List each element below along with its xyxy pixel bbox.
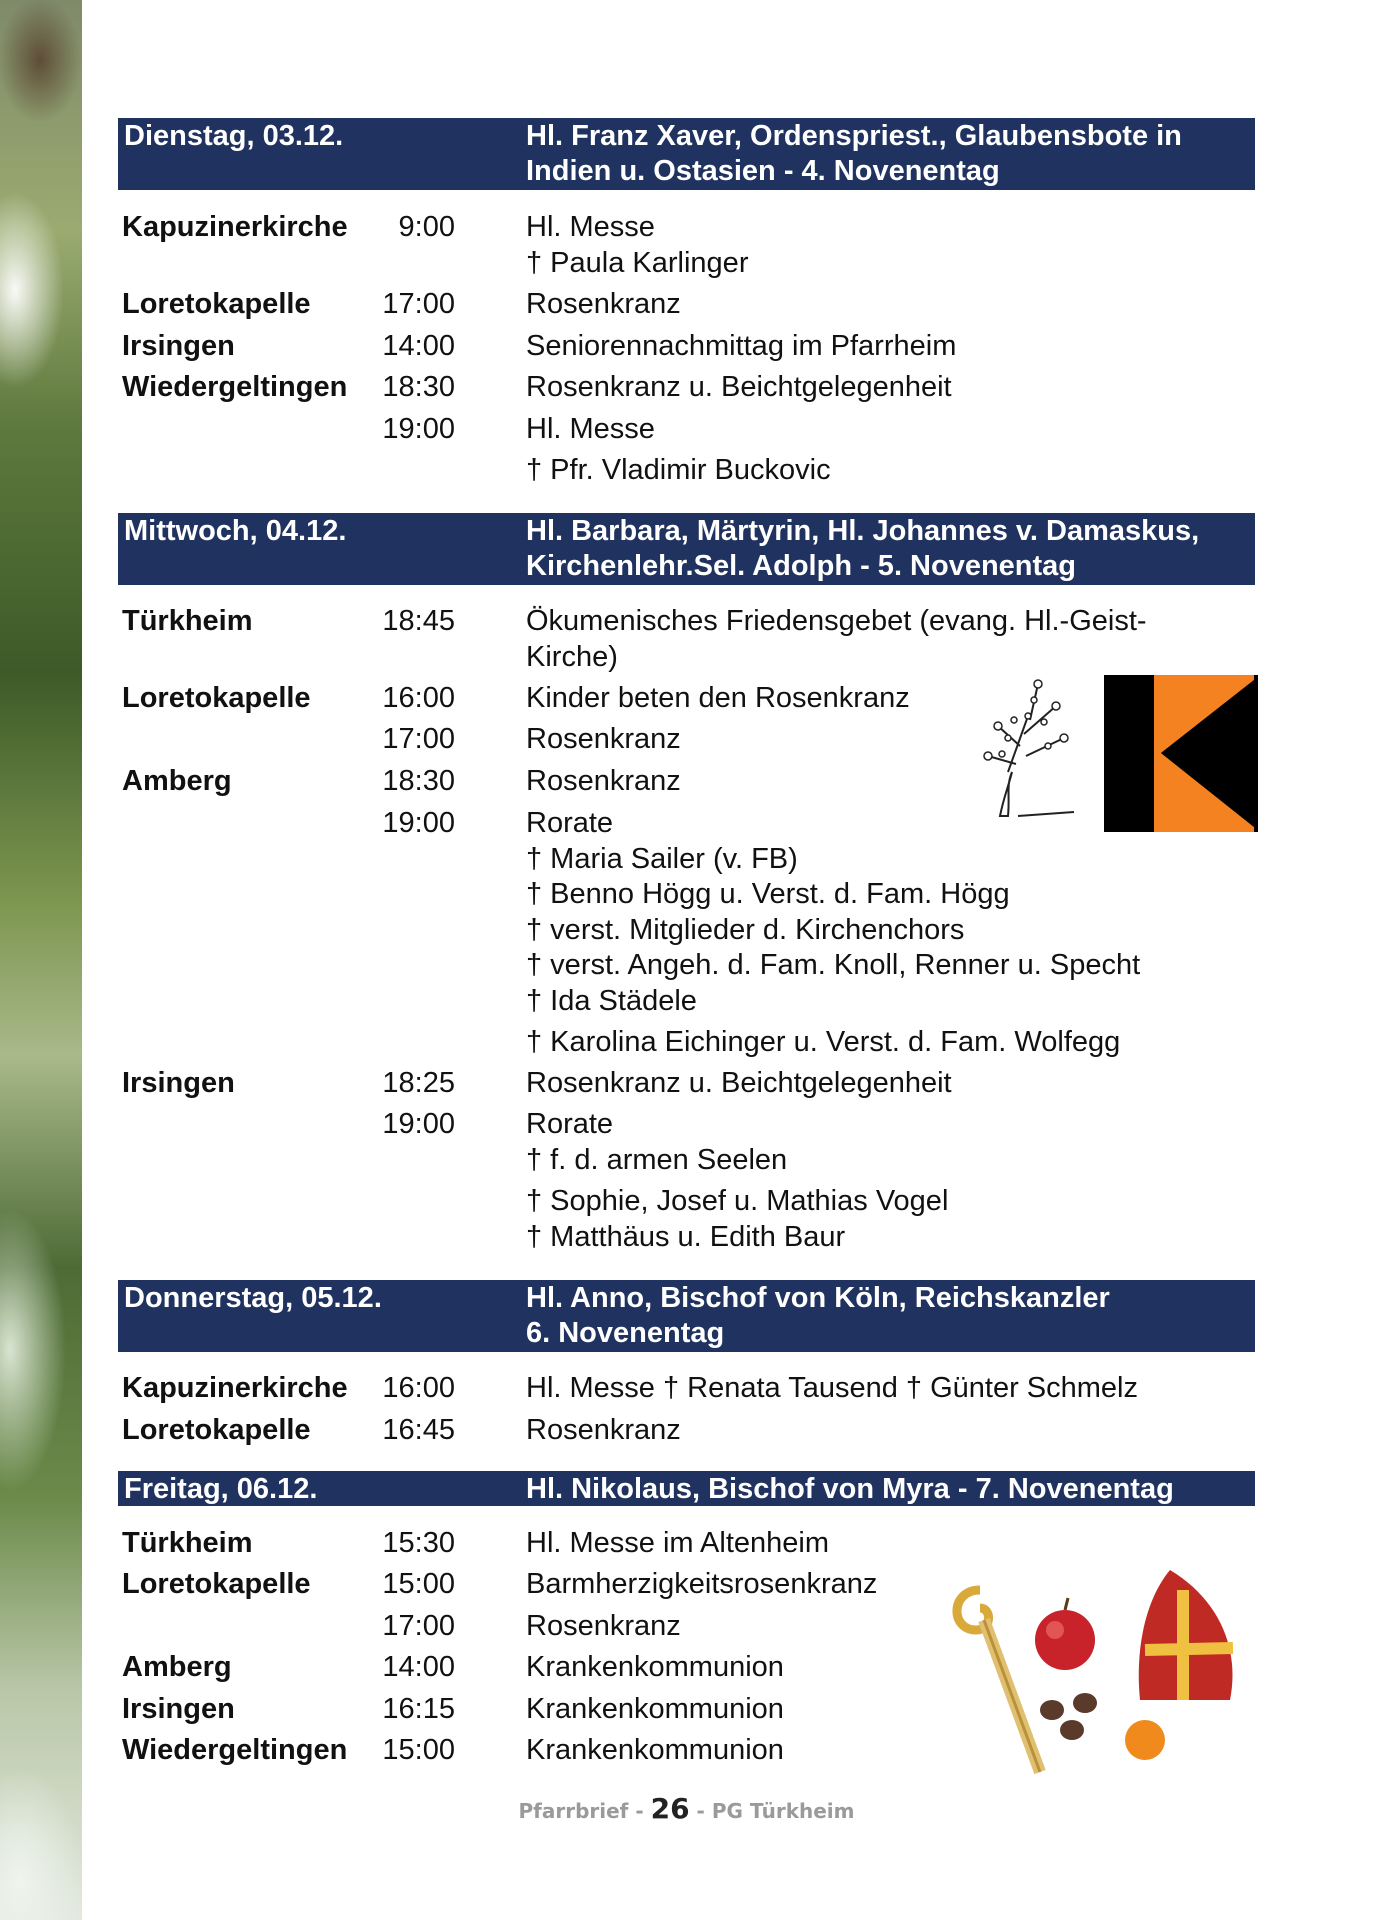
entry-time: 17:00 [382,288,455,320]
entry-time: 14:00 [382,330,455,362]
entry-description: Rosenkranz u. Beichtgelegenheit [526,371,952,403]
entry-place: Loretokapelle [122,1568,311,1600]
feast-line: Hl. Anno, Bischof von Köln, Reichskanzler [526,1282,1110,1314]
entry-description: † f. d. armen Seelen [526,1144,788,1176]
day-feast [526,1281,1251,1351]
entry-place: Loretokapelle [122,1414,311,1446]
entry-time: 18:25 [382,1067,455,1099]
barbara-branch-illustration [978,676,1086,826]
crozier-icon [957,1590,1040,1772]
entry-time: 18:30 [382,371,455,403]
entry-description: † Maria Sailer (v. FB) [526,843,798,875]
entry-description: Rorate [526,1108,614,1140]
entry-description: Rosenkranz u. Beichtgelegenheit [526,1067,952,1099]
entry-description: Hl. Messe [526,211,655,243]
entry-place: Wiedergeltingen [122,1734,348,1766]
entry-description: † verst. Angeh. d. Fam. Knoll, Renner u. Specht [526,949,1141,981]
entry-place: Türkheim [122,605,253,637]
footer-parish: PG Türkheim [711,1799,855,1823]
entry-time: 9:00 [398,211,455,243]
day-feast [526,514,1251,584]
entry-place: Loretokapelle [122,682,311,714]
feast-line: Kirchenlehr.Sel. Adolph - 5. Novenentag [526,550,1077,582]
apple-icon [1035,1598,1095,1670]
entry-description: Krankenkommunion [526,1734,784,1766]
entry-time: 19:00 [382,807,455,839]
entry-description: † Ida Städele [526,985,697,1017]
feast-line: Hl. Barbara, Märtyrin, Hl. Johannes v. Damaskus, [526,515,1200,547]
entry-description: † Karolina Eichinger u. Verst. d. Fam. Wolfegg [526,1026,1121,1058]
entry-description: † Sophie, Josef u. Mathias Vogel [526,1185,949,1217]
entry-description: Rosenkranz [526,1610,681,1642]
feast-line: Hl. Nikolaus, Bischof von Myra - 7. Novenentag [526,1473,1174,1505]
entry-place: Kapuzinerkirche [122,211,348,243]
entry-description: Krankenkommunion [526,1693,784,1725]
entry-description: Krankenkommunion [526,1651,784,1683]
entry-time: 16:00 [382,1372,455,1404]
day-header [118,513,1255,585]
day-date: Mittwoch, 04.12. [124,515,347,547]
entry-description: Rosenkranz [526,765,681,797]
entry-time: 18:30 [382,765,455,797]
footer-publication: Pfarrbrief [518,1799,629,1823]
entry-time: 16:15 [382,1693,455,1725]
nikolaus-illustration [940,1560,1250,1776]
entry-description: † verst. Mitglieder d. Kirchenchors [526,914,965,946]
entry-description: Rosenkranz [526,1414,681,1446]
entry-description: † Pfr. Vladimir Buckovic [526,454,831,486]
feast-line: 6. Novenentag [526,1317,725,1349]
entry-description: Hl. Messe im Altenheim [526,1527,829,1559]
entry-place: Wiedergeltingen [122,371,348,403]
entry-place: Irsingen [122,1693,235,1725]
day-feast [526,119,1251,189]
day-header [118,118,1255,190]
entry-description: Seniorennachmittag im Pfarrheim [526,330,957,362]
entry-time: 17:00 [382,1610,455,1642]
entry-place: Amberg [122,765,232,797]
entry-time: 19:00 [382,413,455,445]
day-header [118,1280,1255,1352]
entry-description: Hl. Messe [526,413,655,445]
entry-description: Hl. Messe † Renata Tausend † Günter Schmelz [526,1372,1139,1404]
entry-description: † Paula Karlinger [526,247,749,279]
entry-description: Ökumenisches Friedensgebet (evang. Hl.-Geist- [526,605,1147,637]
entry-time: 17:00 [382,723,455,755]
mandarin-icon [1125,1720,1165,1760]
entry-time: 15:00 [382,1734,455,1766]
day-date: Dienstag, 03.12. [124,120,344,152]
entry-time: 15:00 [382,1568,455,1600]
entry-time: 16:00 [382,682,455,714]
day-date: Donnerstag, 05.12. [124,1282,382,1314]
entry-time: 15:30 [382,1527,455,1559]
page-footer: Pfarrbrief - 26 - PG Türkheim [518,1792,855,1825]
entry-place: Irsingen [122,1067,235,1099]
entry-description: Rorate [526,807,614,839]
mitre-icon [1139,1570,1233,1700]
entry-description: † Matthäus u. Edith Baur [526,1221,846,1253]
entry-description: Barmherzigkeitsrosenkranz [526,1568,878,1600]
decorative-photo-strip [0,0,82,1920]
entry-place: Türkheim [122,1527,253,1559]
page-number: 26 [650,1792,690,1825]
entry-place: Irsingen [122,330,235,362]
entry-description: Kirche) [526,641,618,673]
feast-line: Indien u. Ostasien - 4. Novenentag [526,155,1000,187]
nuts-icon [1040,1693,1097,1740]
feast-line: Hl. Franz Xaver, Ordenspriest., Glaubensbote in [526,120,1182,152]
entry-time: 19:00 [382,1108,455,1140]
entry-place: Kapuzinerkirche [122,1372,348,1404]
k-logo [1104,675,1258,832]
entry-time: 18:45 [382,605,455,637]
entry-time: 14:00 [382,1651,455,1683]
entry-description: † Benno Högg u. Verst. d. Fam. Högg [526,878,1010,910]
entry-place: Amberg [122,1651,232,1683]
entry-time: 16:45 [382,1414,455,1446]
day-feast [526,1472,1251,1507]
entry-description: Rosenkranz [526,723,681,755]
entry-description: Rosenkranz [526,288,681,320]
day-date: Freitag, 06.12. [124,1473,318,1505]
entry-description: Kinder beten den Rosenkranz [526,682,910,714]
entry-place: Loretokapelle [122,288,311,320]
day-header [118,1471,1255,1506]
